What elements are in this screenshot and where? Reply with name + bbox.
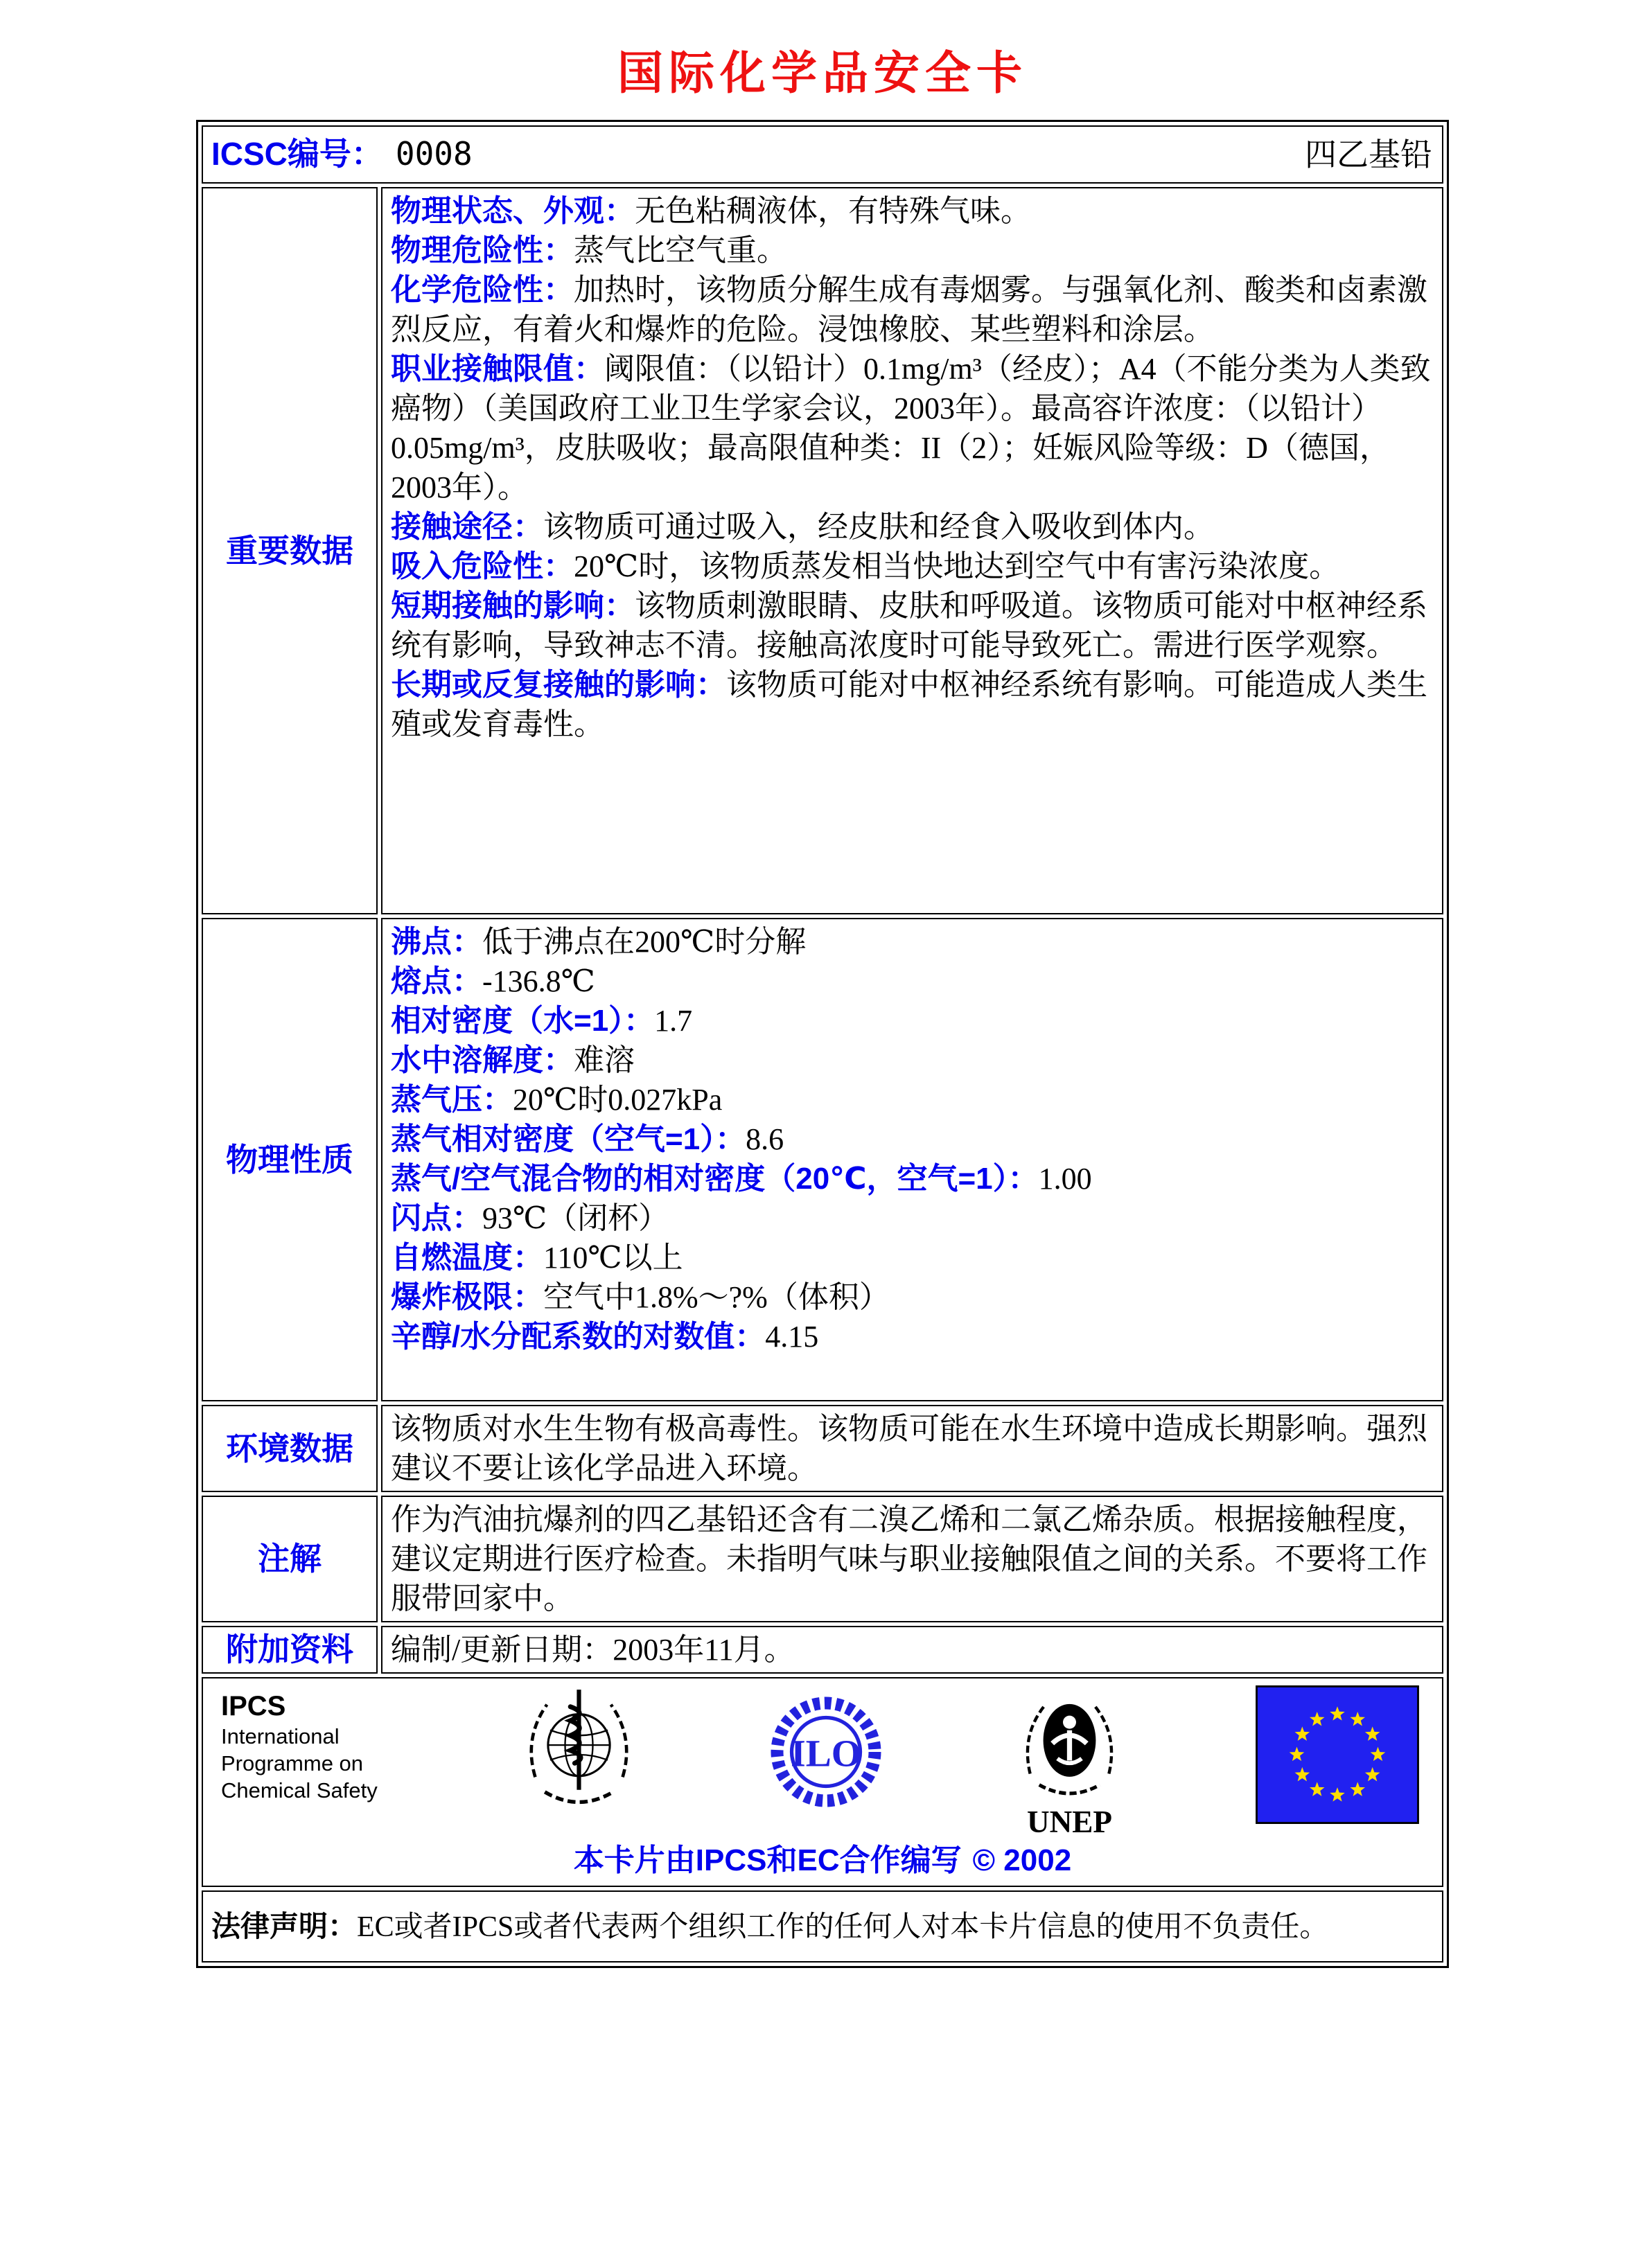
credit-line <box>217 1841 1428 1880</box>
property-label: 蒸气/空气混合物的相对密度（20℃，空气=1）： <box>391 1162 1039 1196</box>
section-label-physical-properties: 物理性质 <box>202 918 378 1401</box>
legal-cell <box>202 1890 1443 1963</box>
data-entry <box>391 586 1432 665</box>
section-label-environmental-data: 环境数据 <box>202 1405 378 1492</box>
entry-text: 阈限值：（以铅计）0.1mg/m³（经皮）；A4（不能分类为人类致癌物）（美国政府工业卫生学家会议，2003年）。最高容许浓度：（以铅计）0.05mg/m³，皮肤吸收；最高限值种类：II（2）；妊娠风险等级：D（德国，2003年）。 <box>391 352 1431 504</box>
property-value: 1.00 <box>1038 1162 1092 1196</box>
header-row <box>202 125 1443 184</box>
entry-label: 短期接触的影响： <box>391 589 635 623</box>
ipcs-line1: International <box>221 1724 340 1748</box>
ipcs-line2: Programme on <box>221 1751 364 1775</box>
additional-info-content <box>381 1626 1443 1674</box>
property-value: 110℃以上 <box>543 1241 683 1275</box>
property-entry <box>391 1119 1432 1159</box>
section-label-notes: 注解 <box>202 1496 378 1622</box>
who-logo-icon <box>515 1685 643 1824</box>
property-entry <box>391 922 1432 962</box>
environmental-data-text: 该物质对水生生物有极高毒性。该物质可能在水生环境中造成长期影响。强烈建议不要让该化学品进入环境。 <box>391 1412 1427 1485</box>
property-entry <box>391 1080 1432 1119</box>
ipcs-acronym: IPCS <box>221 1691 286 1721</box>
property-label: 蒸气相对密度（空气=1）： <box>391 1122 746 1156</box>
notes-content <box>381 1496 1443 1622</box>
property-label: 蒸气压： <box>391 1083 513 1117</box>
entry-label: 物理危险性： <box>391 233 574 267</box>
icsc-number-value: 0008 <box>395 135 473 172</box>
logos-row <box>202 1677 1443 1887</box>
notes-text: 作为汽油抗爆剂的四乙基铅还含有二溴乙烯和二氯乙烯杂质。根据接触程度，建议定期进行医疗检查。未指明气味与职业接触限值之间的关系。不要将工作服带回家中。 <box>391 1503 1427 1615</box>
page-title: 国际化学品安全卡 <box>617 47 1028 98</box>
additional-info-text: 编制/更新日期：2003年11月。 <box>391 1633 795 1667</box>
entry-text: 无色粘稠液体，有特殊气味。 <box>635 194 1031 228</box>
header-cell <box>202 125 1443 184</box>
legal-row <box>202 1890 1443 1963</box>
data-entry <box>391 507 1432 547</box>
section-label-additional-info: 附加资料 <box>202 1626 378 1674</box>
environmental-data-row <box>202 1405 1443 1492</box>
important-data-row <box>202 187 1443 914</box>
property-entry <box>391 1238 1432 1277</box>
entry-label: 长期或反复接触的影响： <box>391 668 726 702</box>
ilo-letters: ILO <box>791 1733 861 1775</box>
entry-label: 物理状态、外观： <box>391 194 635 228</box>
legal-label: 法律声明： <box>211 1909 358 1942</box>
property-label: 闪点： <box>391 1201 482 1235</box>
property-value: 20℃时0.027kPa <box>513 1083 723 1117</box>
data-entry <box>391 547 1432 586</box>
property-entry <box>391 1040 1432 1080</box>
section-label-important-data: 重要数据 <box>202 187 378 914</box>
property-value: 8.6 <box>746 1122 784 1156</box>
data-entry <box>391 349 1432 507</box>
entry-label: 吸入危险性： <box>391 549 574 583</box>
entry-label: 职业接触限值： <box>391 352 604 386</box>
property-label: 辛醇/水分配系数的对数值： <box>391 1320 766 1354</box>
entry-text: 20℃时，该物质蒸发相当快地达到空气中有害污染浓度。 <box>574 549 1340 583</box>
ipcs-text-block <box>221 1685 394 1804</box>
entry-label: 化学危险性： <box>391 273 574 307</box>
entry-text: 该物质刺激眼睛、皮肤和呼吸道。该物质可能对中枢神经系统有影响，导致神志不清。接触高浓度时可能导致死亡。需进行医学观察。 <box>391 589 1427 662</box>
property-label: 熔点： <box>391 964 482 998</box>
property-value: 1.7 <box>654 1004 693 1038</box>
entry-text: 加热时，该物质分解生成有毒烟雾。与强氧化剂、酸类和卤素激烈反应，有着火和爆炸的危险。浸蚀橡胶、某些塑料和涂层。 <box>391 273 1427 346</box>
property-label: 爆炸极限： <box>391 1280 543 1314</box>
ipcs-line3: Chemical Safety <box>221 1778 378 1802</box>
chemical-name: 四乙基铅 <box>1305 136 1432 172</box>
legal-text: EC或者IPCS或者代表两个组织工作的任何人对本卡片信息的使用不负责任。 <box>357 1911 1329 1943</box>
property-label: 沸点： <box>391 925 482 959</box>
icsc-number-group <box>211 134 473 175</box>
icsc-number-label: ICSC编号： <box>211 136 383 172</box>
environmental-data-content <box>381 1405 1443 1492</box>
physical-properties-content <box>381 918 1443 1401</box>
notes-row <box>202 1496 1443 1622</box>
physical-properties-row <box>202 918 1443 1401</box>
property-entry <box>391 1001 1432 1040</box>
property-label: 相对密度（水=1）： <box>391 1004 655 1038</box>
property-value: 93℃（闭杯） <box>482 1201 669 1235</box>
property-value: 空气中1.8%～?%（体积） <box>543 1280 890 1314</box>
property-value: 难溶 <box>574 1043 635 1077</box>
entry-text: 蒸气比空气重。 <box>574 233 787 267</box>
entry-text: 该物质可能对中枢神经系统有影响。可能造成人类生殖或发育毒性。 <box>391 668 1427 741</box>
copyright-text: © 2002 <box>972 1843 1072 1877</box>
safety-card-table <box>196 120 1449 1968</box>
property-value: 低于沸点在200℃时分解 <box>482 925 807 959</box>
property-label: 自燃温度： <box>391 1241 543 1275</box>
unep-label: UNEP <box>1026 1805 1113 1838</box>
data-entry <box>391 665 1432 744</box>
credit-text: 本卡片由IPCS和EC合作编写 <box>573 1843 962 1877</box>
property-value: 4.15 <box>765 1320 819 1354</box>
data-entry <box>391 231 1432 270</box>
data-entry <box>391 191 1432 231</box>
logos-cell <box>202 1677 1443 1887</box>
unep-logo-icon <box>1009 1685 1130 1838</box>
eu-flag-icon <box>1251 1685 1424 1824</box>
property-entry <box>391 1159 1432 1198</box>
data-entry <box>391 270 1432 349</box>
ilo-logo-icon <box>764 1685 888 1820</box>
property-entry <box>391 1277 1432 1317</box>
property-entry <box>391 962 1432 1001</box>
entry-text: 该物质可通过吸入，经皮肤和经食入吸收到体内。 <box>543 510 1214 544</box>
important-data-content <box>381 187 1443 914</box>
property-entry <box>391 1198 1432 1238</box>
property-entry <box>391 1317 1432 1356</box>
property-label: 水中溶解度： <box>391 1043 574 1077</box>
entry-label: 接触途径： <box>391 510 543 544</box>
additional-info-row <box>202 1626 1443 1674</box>
property-value: -136.8℃ <box>482 964 595 998</box>
